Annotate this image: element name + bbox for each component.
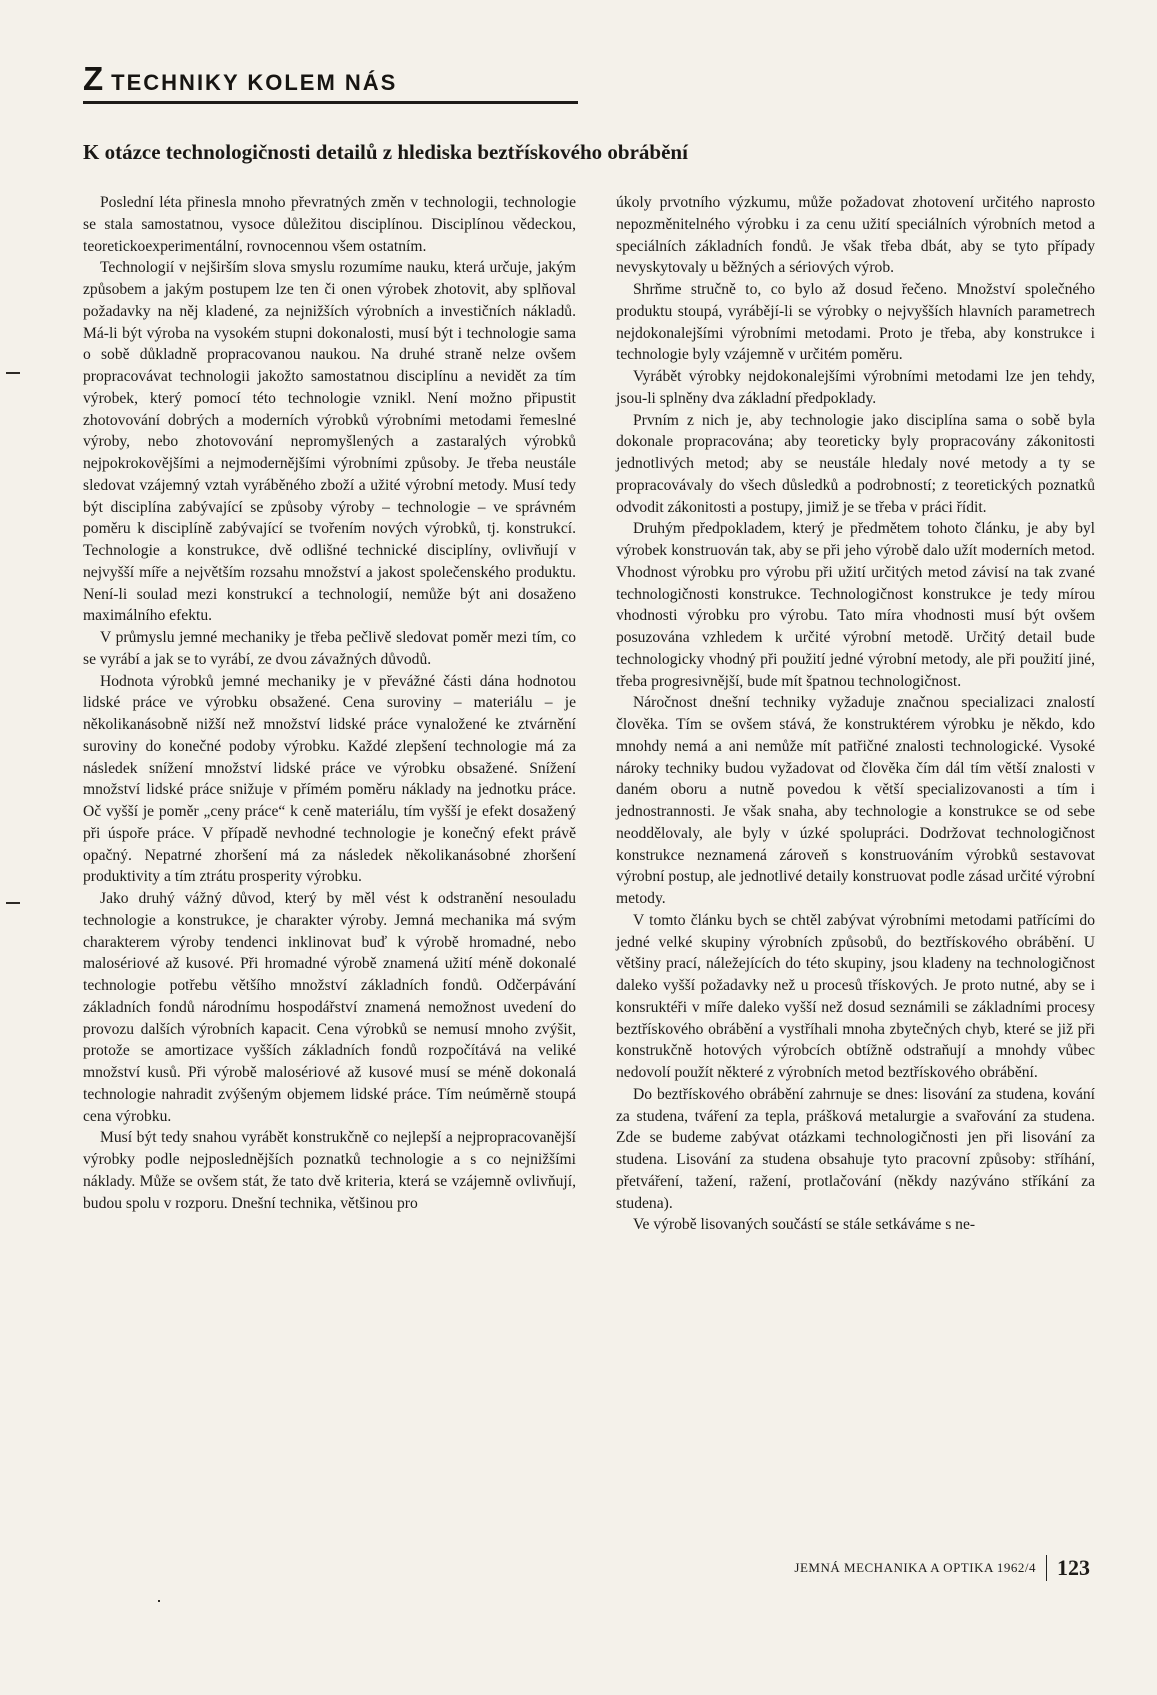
section-heading-text: TECHNIKY KOLEM NÁS (111, 70, 398, 95)
paragraph: Technologií v nejširším slova smyslu rozumíme nauku, která určuje, jakým způsobem a jakým postupem lze ten či onen výrobek zhotovit, aby splňoval požadavky na něj kladené, za nejnižších výrobních a investičních nákladů. Má-li být výroba na vysokém stupni dokonalosti, musí být i technologie sama o sobě důkladně propracovanou naukou. Na druhé straně nelze ovšem propracovávat technologii jakožto samostatnou disciplínu a nevidět za tím výrobek, který pomocí této technologie vznikl. Není možno připustit zhotovování dobrých a moderních výrobků výrobními metodami řemeslné výroby, nebo zhotovování nepromyšlených a zastaralých výrobků nejpokrokovějšími a nejmodernějšími výrobními způsoby. Je třeba neustále sledovat vzájemný vztah vyráběného zboží a užité výrobní metody. Musí tedy být disciplína zabývající se způsoby výroby – technologie – ve správném poměru k disciplíně zabývající se tvořením nových výrobků, tj. konstrukcí. Technologie a konstrukce, dvě odlišné technické disciplíny, ovlivňují v nejvyšší míře a největším rozsahu množství a jakost společenského produktu. Není-li soulad mezi konstrukcí a technologií, nemůže být ani dosaženo maximálního efektu. (83, 259, 576, 625)
paragraph: Musí být tedy snahou vyrábět konstrukčně co nejlepší a nejpropracovanější výrobky podle nejposlednějších poznatků technologie a s co nejnižšími náklady. Může se ovšem stát, že tato dvě kriteria, která se vzájemně ovlivňují, budou spolu v rozporu. Dnešní technika, většinou pro (83, 1129, 576, 1212)
paragraph: V tomto článku bych se chtěl zabývat výrobními metodami patřícími do jedné velké skupiny výrobních způsobů, do beztřískového obrábění. U většiny prací, náležejících do této skupiny, jsou kladeny na technologičnost daleko vyšší požadavky než u procesů třískových. Je proto nutné, aby se i konsruktéři v míře daleko vyšší než dosud seznámili se základními procesy beztřískového obrábění a vystříhali mnoha zbytečných chyb, které se již při konstrukčně hotových výrobcích obtížně odstraňují a mnohdy vůbec nedovolí použít některé z výrobních metod beztřískového obrábění. (616, 911, 1095, 1081)
paragraph: Náročnost dnešní techniky vyžaduje značnou specializaci znalostí člověka. Tím se ovšem stává, že konstruktérem výrobku je někdo, kdo mnohdy nemá a ani nemůže mít patřičné znalosti technologické. Vysoké nároky techniky budou vyžadovat od člověka čím dál tím větší znalosti v daném oboru a nutně povedou k větší specializovanosti a tím i jednostrannosti. Je však snaha, aby technologie a konstrukce se od sebe neoddělovaly, ale byly v úzké spolupráci. Dodržovat technologičnost konstrukce neznamená zároveň s konstruováním výrobků sestavovat výrobní postup, ale jednotlivé detaily konstruovat podle zásad určité výrobní metody. (616, 694, 1095, 907)
margin-mark (6, 372, 20, 374)
journal-name: JEMNÁ MECHANIKA A OPTIKA 1962/4 (794, 1560, 1036, 1575)
paragraph: Prvním z nich je, aby technologie jako disciplína sama o sobě byla dokonale propracována; aby teoreticky byly propracovány zákonitosti jednotlivých metod; aby se neustále hledaly nové metody a ty se propracovávaly do všech důsledků a podrobností; z teoretických poznatků odvodit zákonitosti a postupy, jimiž je se třeba v práci řídit. (616, 411, 1095, 516)
paragraph: Jako druhý vážný důvod, který by měl vést k odstranění nesouladu technologie a konstrukce, je charakter výroby. Jemná mechanika má svým charakterem výroby tendenci inklinovat buď k výrobě hromadné, nebo malosériové až kusové. Při hromadné výrobě znamená užití méně dokonalé technologie potřebu většího množství základních fondů. Odčerpávání základních fondů národnímu hospodářství znamená nemožnost uvedení do provozu dalších výrobních kapacit. Cena výrobků se nemusí mnoho zvýšit, protože se amortizace vyšších základních fondů rozpočítává na veliké množství kusů. Při výrobě malosériové až kusové musí se méně dokonalá technologie nahradit zvýšeným objemem lidské práce. Tím neúměrně stoupá cena výrobku. (83, 890, 576, 1125)
paragraph: Hodnota výrobků jemné mechaniky je v převážné části dána hodnotou lidské práce ve výrobku obsažené. Cena suroviny – materiálu – je několikanásobně nižší než množství lidské práce vynaložené ke ztvárnění suroviny do konečné podoby výrobku. Každé zlepšení technologie má za následek snížení množství lidské práce ve výrobku obsažené. Snížení množství lidské práce snižuje v přímém poměru náklady na jednotku práce. Oč vyšší je poměr „ceny práce“ k ceně materiálu, tím vyšší je efekt dosažený při úspoře práce. V případě nevhodné technologie je konečný efekt právě opačný. Nepatrné zhoršení má za následek několikanásobné zhoršení produktivity a tím ztrátu prosperity výrobku. (83, 672, 576, 886)
margin-mark (158, 1600, 160, 1602)
paragraph: Shrňme stručně to, co bylo až dosud řečeno. Množství společného produktu stoupá, vyrábějí-li se výrobky o nejvyšších hlavních parametrech nejdokonalejšími výrobními metodami. Proto je třeba, aby konstrukce i technologie byly vzájemně v určitém poměru. (616, 281, 1095, 364)
article-title: K otázce technologičnosti detailů z hlediska beztřískového obrábění (83, 140, 688, 164)
paragraph: Do beztřískového obrábění zahrnuje se dnes: lisování za studena, kování za studena, tváření za tepla, prášková metalurgie a svařování za studena. Zde se budeme zabývat otázkami technologičnosti jen při lisování za studena. Lisování za studena obsahuje tyto pracovní způsoby: stříhání, přetváření, tažení, ražení, protlačování (někdy nazýváno stříkání za studena). (616, 1085, 1095, 1212)
paragraph: Druhým předpokladem, který je předmětem tohoto článku, je aby byl výrobek konstruován tak, aby se při jeho výrobě dalo užít moderních metod. Vhodnost výrobku pro výrobu při užití určitých metod závisí na tak zvané technologičnosti konstrukce. Technologičnost konstrukce je tedy mírou vhodnosti výrobku pro výrobu. Tato míra vhodnosti musí být ovšem posuzována vzhledem k určité výrobní metodě. Určitý detail bude technologicky vhodný při použití jedné výrobní metody, ale při použití jiné, třeba progresivnější, bude mít špatnou technologičnost. (616, 520, 1095, 690)
paragraph: Vyrábět výrobky nejdokonalejšími výrobními metodami lze jen tehdy, jsou-li splněny dva základní předpoklady. (616, 368, 1095, 407)
margin-mark (6, 902, 20, 904)
section-heading (83, 60, 397, 98)
paragraph: Poslední léta přinesla mnoho převratných změn v technologii, technologie se stala samostatnou, vysoce důležitou disciplínou. Disciplínou vědeckou, teoretickoexperimentální, rovnocennou všem ostatním. (83, 194, 576, 255)
left-column (83, 192, 576, 1214)
paragraph: Ve výrobě lisovaných součástí se stále setkáváme s ne- (633, 1216, 976, 1234)
page-number: 123 (1057, 1555, 1090, 1580)
paragraph: V průmyslu jemné mechaniky je třeba pečlivě sledovat poměr mezi tím, co se vyrábí a jak se to vyrábí, ze dvou závažných důvodů. (83, 629, 576, 668)
paragraph: úkoly prvotního výzkumu, může požadovat zhotovení určitého naprosto nepozměnitelného výrobku i za cenu užití speciálních výrobních metod a speciálních základních fondů. Je však třeba dbát, aby se tyto případy nevyskytovaly u běžných a sériových výrob. (616, 194, 1095, 277)
heading-rule (83, 101, 578, 104)
section-heading-initial: Z (83, 60, 106, 97)
page-footer (794, 1555, 1090, 1581)
right-column (616, 192, 1095, 1236)
